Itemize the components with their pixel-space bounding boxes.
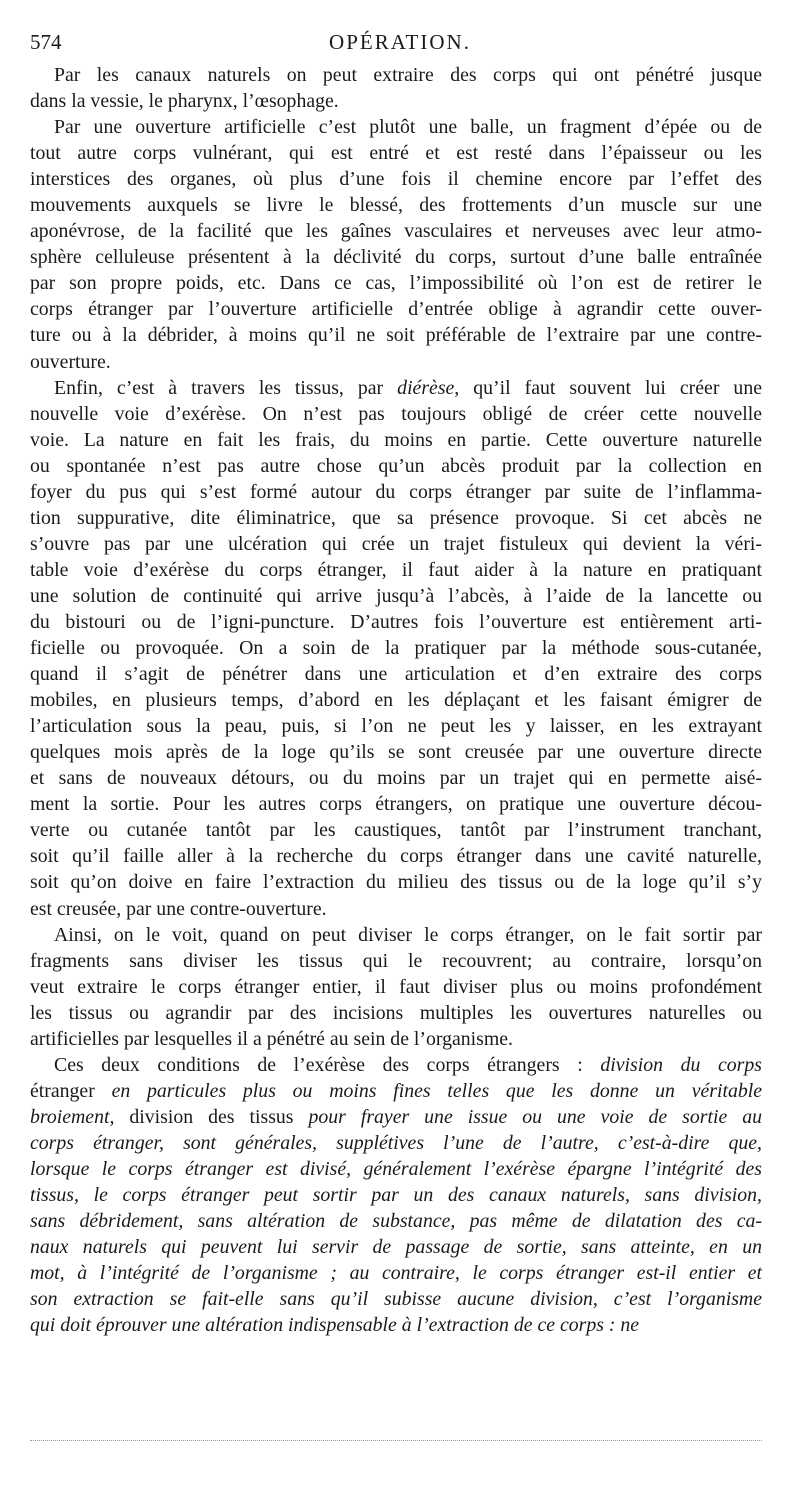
- text-line: Enfin, c’est à travers les tissus, par diérèse, qu’il faut souvent lui créer une: [54, 376, 762, 399]
- text-line: sans débridement, sans altération de substance, pas même de dilatation des ca-: [30, 1210, 762, 1233]
- text-line: son extraction se fait-elle sans qu’il subisse aucune division, c’est l’organisme: [30, 1288, 762, 1311]
- text-line: foyer du pus qui s’est formé autour du corps étranger par suite de l’inflamma-: [30, 480, 762, 503]
- text-line: veut extraire le corps étranger entier, il faut diviser plus ou moins profondément: [30, 975, 762, 998]
- text-line: corps étranger, sont générales, supplétives l’une de l’autre, c’est-à-dire que,: [30, 1131, 762, 1154]
- text-line: ment la sortie. Pour les autres corps étrangers, on pratique une ouverture décou-: [30, 793, 762, 816]
- text-line: Ainsi, on le voit, quand on peut diviser le corps étranger, on le fait sortir par: [54, 923, 762, 946]
- text-line: artificielles par lesquelles il a pénétré au sein de l’organisme.: [30, 1027, 513, 1050]
- paragraph: [30, 62, 762, 114]
- body-text: [30, 62, 762, 1338]
- text-line: lorsque le corps étranger est divisé, généralement l’exérèse épargne l’intégrité des: [30, 1157, 762, 1180]
- text-line: verte ou cutanée tantôt par les caustiques, tantôt par l’instrument tranchant,: [30, 819, 762, 842]
- text-line: tion suppurative, dite éliminatrice, que sa présence provoque. Si cet abcès ne: [30, 506, 762, 529]
- text-line: aponévrose, de la facilité que les gaînes vasculaires et nerveuses avec leur atmo-: [30, 220, 762, 243]
- text-line: tissus, le corps étranger peut sortir par un des canaux naturels, sans division,: [30, 1184, 762, 1207]
- text-line: voie. La nature en fait les frais, du moins en partie. Cette ouverture naturelle: [30, 428, 762, 451]
- text-line: quand il s’agit de pénétrer dans une articulation et d’en extraire des corps: [30, 663, 762, 686]
- text-line: ou spontanée n’est pas autre chose qu’un abcès produit par la collection en: [30, 454, 762, 477]
- text-line: ture ou à la débrider, à moins qu’il ne soit préférable de l’extraire par une contre-: [30, 324, 762, 347]
- paragraph: [30, 375, 762, 922]
- text-line: quelques mois après de la loge qu’ils se sont creusée par une ouverture directe: [30, 741, 762, 764]
- text-line: mouvements auxquels se livre le blessé, des frottements d’un muscle sur une: [30, 194, 762, 217]
- text-line: et sans de nouveaux détours, ou du moins par un trajet qui en permette aisé-: [30, 767, 762, 790]
- text-line: ficielle ou provoquée. On a soin de la pratiquer par la méthode sous-cutanée,: [30, 637, 762, 660]
- text-line: soit qu’on doive en faire l’extraction du milieu des tissus ou de la loge qu’il s’y: [30, 871, 762, 894]
- text-line: sphère celluleuse présentent à la déclivité du corps, surtout d’une balle entraînée: [30, 246, 762, 269]
- text-line: corps étranger par l’ouverture artificielle d’entrée oblige à agrandir cette ouver-: [30, 298, 762, 321]
- paragraph: [30, 1052, 762, 1339]
- text-line: les tissus ou agrandir par des incisions multiples les ouvertures naturelles ou: [30, 1001, 762, 1024]
- text-line: ouverture.: [30, 350, 111, 373]
- text-line: par son propre poids, etc. Dans ce cas, l’impossibilité où l’on est de retirer le: [30, 272, 762, 295]
- text-line: du bistouri ou de l’igni-puncture. D’autres fois l’ouverture est entièrement arti-: [30, 610, 762, 633]
- text-line: une solution de continuité qui arrive jusqu’à l’abcès, à l’aide de la lancette ou: [30, 584, 762, 607]
- text-line: Par une ouverture artificielle c’est plutôt une balle, un fragment d’épée ou de: [54, 116, 762, 139]
- text-line: soit qu’il faille aller à la recherche du corps étranger dans une cavité naturelle,: [30, 845, 762, 868]
- text-line: qui doit éprouver une altération indispensable à l’extraction de ce corps : ne: [30, 1314, 640, 1337]
- text-line: tout autre corps vulnérant, qui est entré et est resté dans l’épaisseur ou les: [30, 142, 762, 165]
- running-head: OPÉRATION.: [329, 30, 471, 54]
- text-line: table voie d’exérèse du corps étranger, il faut aider à la nature en pratiquant: [30, 558, 762, 581]
- text-line: interstices des organes, où plus d’une fois il chemine encore par l’effet des: [30, 168, 762, 191]
- text-line: étranger en particules plus ou moins fines telles que les donne un véritable: [30, 1079, 762, 1102]
- text-line: dans la vessie, le pharynx, l’œsophage.: [30, 90, 339, 113]
- text-line: fragments sans diviser les tissus qui le recouvrent; au contraire, lorsqu’on: [30, 949, 762, 972]
- text-line: est creusée, par une contre-ouverture.: [30, 897, 327, 920]
- footer-rule: [30, 1440, 762, 1441]
- paragraph: [30, 922, 762, 1052]
- paragraph: [30, 114, 762, 374]
- page-number: 574: [30, 30, 62, 54]
- text-line: Par les canaux naturels on peut extraire des corps qui ont pénétré jusque: [54, 64, 762, 86]
- text-line: mobiles, en plusieurs temps, d’abord en les déplaçant et les faisant émigrer de: [30, 689, 762, 712]
- text-line: broiement, division des tissus pour frayer une issue ou une voie de sortie au: [30, 1105, 762, 1128]
- page-header: [30, 30, 770, 56]
- text-line: nouvelle voie d’exérèse. On n’est pas toujours obligé de créer cette nouvelle: [30, 402, 762, 425]
- text-line: l’articulation sous la peau, puis, si l’on ne peut les y laisser, en les extrayant: [30, 715, 762, 738]
- text-line: Ces deux conditions de l’exérèse des corps étrangers : division du corps: [54, 1053, 762, 1076]
- text-line: s’ouvre pas par une ulcération qui crée un trajet fistuleux qui devient la véri-: [30, 532, 762, 555]
- text-line: mot, à l’intégrité de l’organisme ; au contraire, le corps étranger est-il entier et: [30, 1262, 762, 1285]
- text-line: naux naturels qui peuvent lui servir de passage de sortie, sans atteinte, en un: [30, 1236, 762, 1259]
